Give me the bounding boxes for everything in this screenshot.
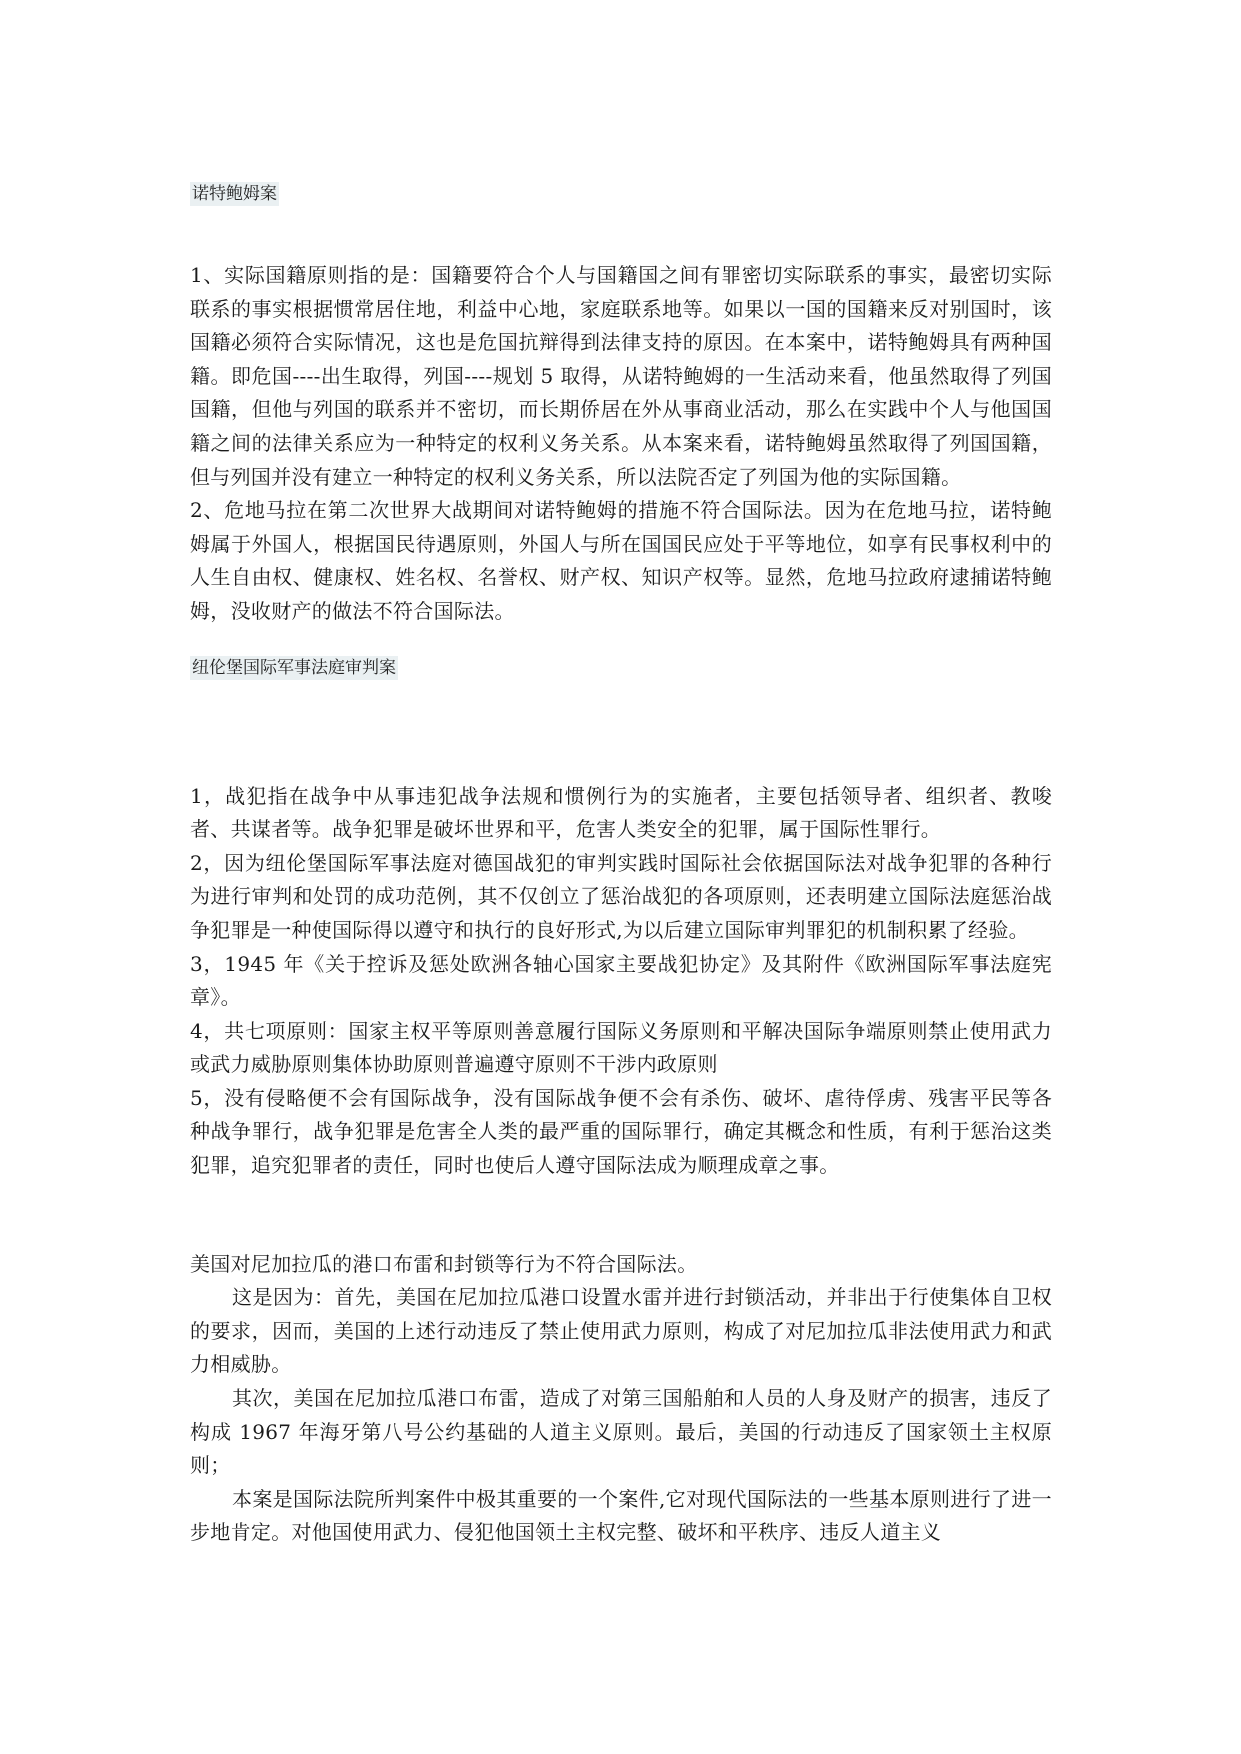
- case-title: 纽伦堡国际军事法庭审判案: [192, 657, 396, 678]
- case-title: 诺特鲍姆案: [192, 184, 277, 204]
- paragraph: 1，战犯指在战争中从事违犯战争法规和惯例行为的实施者，主要包括领导者、组织者、教唆者、共谋者等。战争犯罪是破坏世界和平，危害人类安全的犯罪，属于国际性罪行。: [190, 783, 1052, 842]
- section-nuremberg-body: [190, 780, 1052, 1183]
- paragraph: 2，因为纽伦堡国际军事法庭对德国战犯的审判实践时国际社会依据国际法对战争犯罪的各种行为进行审判和处罚的成功范例，其不仅创立了惩治战犯的各项原则，还表明建立国际法庭惩治战争犯罪是一种使国际得以遵守和执行的良好形式,为以后建立国际审判罪犯的机制积累了经验。: [190, 850, 1052, 942]
- paragraph: 4，共七项原则：国家主权平等原则善意履行国际义务原则和平解决国际争端原则禁止使用武力或武力威胁原则集体协助原则普遍遵守原则不干涉内政原则: [190, 1018, 1052, 1077]
- section-lead: 美国对尼加拉瓜的港口布雷和封锁等行为不符合国际法。: [190, 1251, 698, 1276]
- paragraph: 本案是国际法院所判案件中极其重要的一个案件,它对现代国际法的一些基本原则进行了进一步地肯定。对他国使用武力、侵犯他国领土主权完整、破坏和平秩序、违反人道主义: [190, 1486, 1052, 1545]
- section-title-nuremberg: [190, 656, 1052, 680]
- document-page: [190, 182, 1052, 1550]
- section-nicaragua-body: [190, 1248, 1052, 1550]
- paragraph: 1、实际国籍原则指的是：国籍要符合个人与国籍国之间有罪密切实际联系的事实，最密切实际联系的事实根据惯常居住地，利益中心地，家庭联系地等。如果以一国的国籍来反对别国时，该国籍必须符合实际情况，这也是危国抗辩得到法律支持的原因。在本案中，诺特鲍姆具有两种国籍。即危国----出生取得，列国----规划 5 取得，从诺特鲍姆的一生活动来看，他虽然取得了列国国籍，但他与列国的联系并不密切，而长期侨居在外从事商业活动，那么在实践中个人与他国国籍之间的法律关系应为一种特定的权利义务关系。从本案来看，诺特鲍姆虽然取得了列国国籍，但与列国并没有建立一种特定的权利义务关系，所以法院否定了列国为他的实际国籍。: [190, 263, 1052, 489]
- paragraph: 3，1945 年《关于控诉及惩处欧洲各轴心国家主要战犯协定》及其附件《欧洲国际军事法庭宪章》。: [190, 951, 1052, 1010]
- paragraph: 2、危地马拉在第二次世界大战期间对诺特鲍姆的措施不符合国际法。因为在危地马拉，诺特鲍姆属于外国人，根据国民待遇原则，外国人与所在国国民应处于平等地位，如享有民事权利中的人生自由权、健康权、姓名权、名誉权、财产权、知识产权等。显然，危地马拉政府逮捕诺特鲍姆，没收财产的做法不符合国际法。: [190, 498, 1052, 623]
- paragraph: 这是因为：首先，美国在尼加拉瓜港口设置水雷并进行封锁活动，并非出于行使集体自卫权的要求，因而，美国的上述行动违反了禁止使用武力原则，构成了对尼加拉瓜非法使用武力和武力相威胁。: [190, 1285, 1052, 1377]
- paragraph: 其次，美国在尼加拉瓜港口布雷，造成了对第三国船舶和人员的人身及财产的损害，违反了构成 1967 年海牙第八号公约基础的人道主义原则。最后，美国的行动违反了国家领土主权原则；: [190, 1386, 1052, 1478]
- section-nottebohm-body: [190, 259, 1052, 629]
- section-title-nottebohm: [190, 182, 1052, 206]
- paragraph: 5，没有侵略便不会有国际战争，没有国际战争便不会有杀伤、破坏、虐待俘虏、残害平民等各种战争罪行，战争犯罪是危害全人类的最严重的国际罪行，确定其概念和性质，有利于惩治这类犯罪，追究犯罪者的责任，同时也使后人遵守国际法成为顺理成章之事。: [190, 1085, 1052, 1178]
